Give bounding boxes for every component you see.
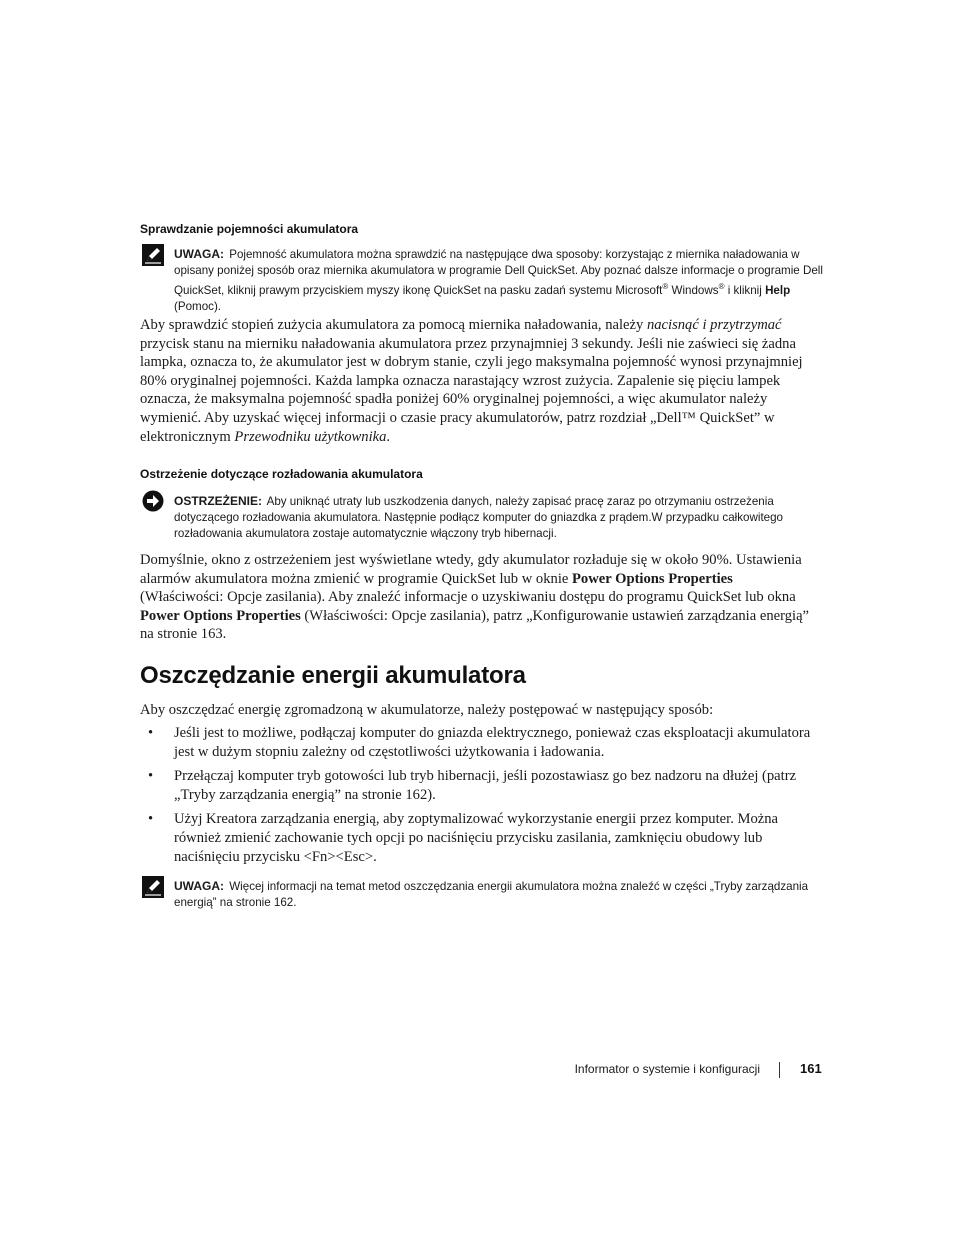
note-text-2: Windows [668, 283, 719, 297]
note-label: UWAGA: [174, 247, 224, 261]
registered-mark: ® [662, 282, 669, 291]
intro-paragraph: Aby oszczędzać energię zgromadzoną w akumulatorze, należy postępować w następujący sposób: [140, 702, 714, 718]
help-menu-term: Help [765, 283, 791, 297]
section-heading-low-battery-warning: Ostrzeżenie dotyczące rozładowania akumulatora [140, 467, 423, 481]
registered-mark: ® [718, 282, 725, 291]
pencil-note-icon [142, 876, 164, 898]
emphasis-user-guide: Przewodniku użytkownika [234, 428, 387, 445]
note-text-1: Pojemność akumulatora można sprawdzić na następujące dwa sposoby: korzystając z miernika naładowania w opisany poniżej sposób oraz miernika akumulatora w programie Dell QuickSet. Aby poznać dalsze informacje o programie Dell QuickSet, kliknij prawym przyciskiem myszy ikonę QuickSet na pasku zadań systemu Microsoft [174, 248, 823, 297]
list-item-text: Przełączaj komputer tryb gotowości lub tryb hibernacji, jeśli pozostawiasz go bez nadzoru na dłużej (patrz „Tryby zarządzania energią” na stronie 162). [174, 768, 797, 803]
paragraph-text: (Właściwości: Opcje zasilania), patrz „Konfigurowanie ustawień zarządzania energią” na stronie 163. [140, 607, 810, 643]
bullet-dot: • [148, 768, 154, 785]
paragraph-text: . [386, 428, 391, 445]
paragraph-text: (Właściwości: Opcje zasilania). Aby znaleźć informacje o uzyskiwaniu dostępu do programu QuickSet lub okna [140, 589, 796, 606]
arrow-notice-icon [142, 490, 164, 512]
note-save-energy [174, 878, 824, 911]
note-text-3: i kliknij [724, 283, 766, 297]
pencil-note-icon [142, 244, 164, 266]
list-item-text: Jeśli jest to możliwe, podłączaj komputer do gniazda elektrycznego, ponieważ czas eksploatacji akumulatora jest w dużym stopniu zależny od częstotliwości użytkowania i ładowania. [174, 725, 811, 760]
footer-divider [779, 1062, 780, 1078]
notice-low-battery [174, 493, 824, 542]
power-options-term: Power Options Properties [572, 570, 733, 587]
paragraph-text: Domyślnie, okno z ostrzeżeniem jest wyświetlane wtedy, gdy akumulator rozładuje się w około 90%. Ustawienia alarmów akumulatora można zmienić w programie QuickSet lub w oknie [140, 552, 802, 587]
emphasis-press-hold: nacisnąć i przytrzymać [646, 317, 782, 333]
footer-title: Informator o systemie i konfiguracji [574, 1062, 760, 1076]
notice-label: OSTRZEŻENIE: [174, 494, 263, 508]
paragraph-text: Aby sprawdzić stopień zużycia akumulatora za pomocą miernika naładowania, należy [140, 317, 647, 333]
page-number: 161 [800, 1061, 822, 1076]
bullet-dot: • [148, 811, 154, 828]
power-options-term: Power Options Properties [140, 607, 301, 624]
tips-list [140, 724, 812, 872]
note-battery-capacity [174, 246, 824, 315]
list-item-text: Użyj Kreatora zarządzania energią, aby zoptymalizować wykorzystanie energii przez komputer. Można również zmienić zachowanie tych opcji po naciśnięciu przycisku zasilania, zamknięciu obudowy lub naciśnięciu przycisku <Fn><Esc>. [174, 811, 779, 865]
page-title: Oszczędzanie energii akumulatora [140, 662, 526, 689]
paragraph-battery-capacity [140, 316, 812, 446]
bullet-dot: • [148, 725, 154, 741]
section-heading-battery-capacity: Sprawdzanie pojemności akumulatora [140, 222, 359, 236]
paragraph-low-battery [140, 551, 812, 644]
notice-text: Aby uniknąć utraty lub uszkodzenia danych, należy zapisać pracę zaraz po otrzymaniu ostrzeżenia dotyczącego rozładowania akumulatora. Następnie podłącz komputer do gniazdka z prądem.W przypadku całkowitego rozładowania akumulatora zostaje automatycznie włączony tryb hibernacji. [174, 495, 784, 540]
paragraph-text: przycisk stanu na mierniku naładowania akumulatora przez przynajmniej 3 sekundy. Jeśli nie zaświeci się żadna lampka, oznacza to, że akumulator jest w dobrym stanie, czyli jego maksymalna pojemność wynosi przynajmniej 80% oryginalnej pojemności. Każda lampka oznacza narastający wzrost zużycia. Zapalenie się pięciu lampek oznacza, że maksymalna pojemność spadła poniżej 60% oryginalnej pojemności, a więc akumulator należy wymienić. Aby uzyskać więcej informacji o czasie pracy akumulatorów, patrz rozdział „Dell™ QuickSet” w elektronicznym [140, 335, 803, 445]
list-item [140, 724, 812, 761]
list-item [140, 810, 812, 866]
note-text: Więcej informacji na temat metod oszczędzania energii akumulatora można znaleźć w części „Tryby zarządzania energią” na stronie 162. [174, 880, 809, 909]
list-item [140, 767, 812, 804]
note-label: UWAGA: [174, 879, 224, 893]
note-text-4: (Pomoc). [174, 299, 222, 313]
